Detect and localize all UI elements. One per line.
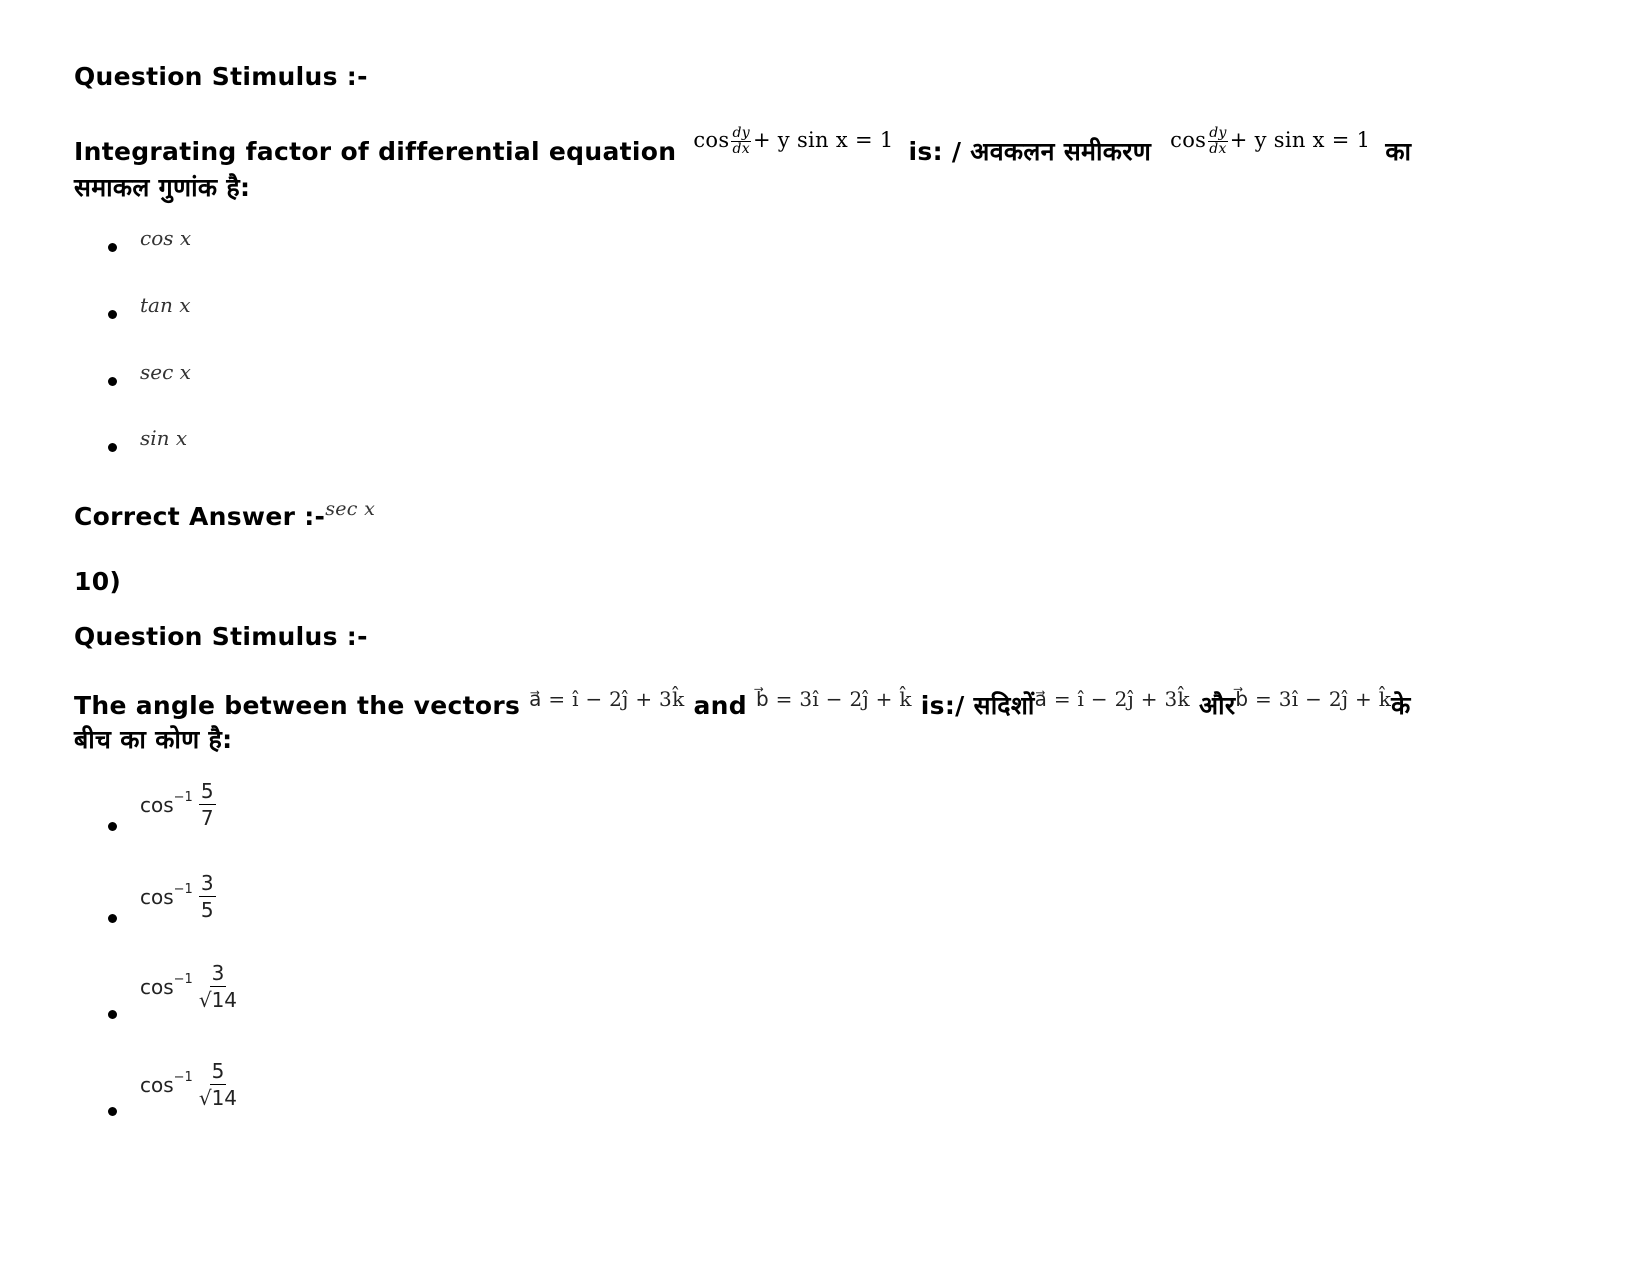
q9-option-2[interactable]: tan x (140, 293, 191, 317)
eq-dy: dy (732, 125, 750, 141)
eq-fraction (731, 126, 750, 157)
q9-text-en: Integrating factor of differential equation (74, 137, 677, 166)
q10-number: 10) (74, 567, 122, 596)
bullet-icon (108, 377, 117, 386)
q10-stimulus-label: Question Stimulus :- (74, 622, 368, 651)
fn: cos (140, 974, 174, 999)
den: 5 (200, 898, 214, 922)
q10-vector-b: b⃗ = 3î − 2ĵ + k̂ (756, 687, 912, 711)
eq-dx: dx (732, 141, 750, 157)
num: 5 (200, 779, 214, 803)
q10-vector-b-2: b⃗ = 3î − 2ĵ + k̂ (1235, 687, 1392, 711)
q9-stimulus-label: Question Stimulus :- (74, 62, 368, 91)
eq-fraction (1208, 126, 1227, 157)
q9-text-mid: is: / अवकलन समीकरण (908, 137, 1152, 166)
den: 7 (200, 806, 214, 830)
q10-question-line2: बीच का कोण है: (74, 725, 233, 754)
q9-equation-2 (1170, 126, 1370, 157)
eq-dx: dx (1209, 141, 1227, 157)
eq-cos: cos (693, 128, 730, 152)
q10-text-ke: के (1391, 691, 1411, 720)
q10-question-line1 (74, 688, 1411, 722)
eq-rest: + y sin x = 1 (752, 128, 894, 152)
q10-and: and (693, 691, 747, 720)
bullet-icon (108, 914, 117, 923)
q10-text-en: The angle between the vectors (74, 691, 521, 720)
exp: −1 (173, 1070, 193, 1085)
num: 3 (200, 871, 214, 895)
q9-text-end: का (1385, 137, 1412, 166)
q9-option-3[interactable]: sec x (140, 360, 191, 384)
bullet-icon (108, 310, 117, 319)
q9-equation-1 (693, 126, 893, 157)
bullet-icon (108, 1107, 117, 1116)
bullet-icon (108, 443, 117, 452)
fn: cos (140, 1072, 174, 1097)
q10-option-4[interactable] (140, 1058, 237, 1111)
q10-vector-a: a⃗ = î − 2ĵ + 3k̂ (529, 687, 685, 711)
q9-question-line2: समाकल गुणांक है: (74, 173, 251, 202)
eq-rest: + y sin x = 1 (1229, 128, 1371, 152)
num: 3 (211, 961, 225, 985)
q9-option-4[interactable]: sin x (140, 426, 188, 450)
bullet-icon (108, 822, 117, 831)
den: √14 (198, 988, 238, 1012)
answer-value: sec x (325, 498, 376, 520)
q10-option-3[interactable] (140, 960, 237, 1013)
q9-question-line1 (74, 125, 1412, 170)
q10-option-1[interactable] (140, 778, 216, 831)
q10-option-2[interactable] (140, 870, 216, 923)
num: 5 (211, 1059, 225, 1083)
q9-option-1[interactable]: cos x (140, 226, 192, 250)
eq-cos: cos (1170, 128, 1207, 152)
q10-vector-a-2: a⃗ = î − 2ĵ + 3k̂ (1034, 687, 1190, 711)
q10-text-aur: और (1198, 691, 1236, 720)
q10-text-mid: is:/ सदिशों (920, 691, 1035, 720)
bullet-icon (108, 243, 117, 252)
den: √14 (198, 1086, 238, 1110)
exp: −1 (173, 790, 193, 805)
q9-correct-answer (74, 498, 376, 531)
answer-label: Correct Answer :- (74, 502, 326, 531)
fn: cos (140, 884, 174, 909)
fn: cos (140, 792, 174, 817)
bullet-icon (108, 1010, 117, 1019)
exp: −1 (173, 882, 193, 897)
eq-dy: dy (1209, 125, 1227, 141)
exp: −1 (173, 972, 193, 987)
